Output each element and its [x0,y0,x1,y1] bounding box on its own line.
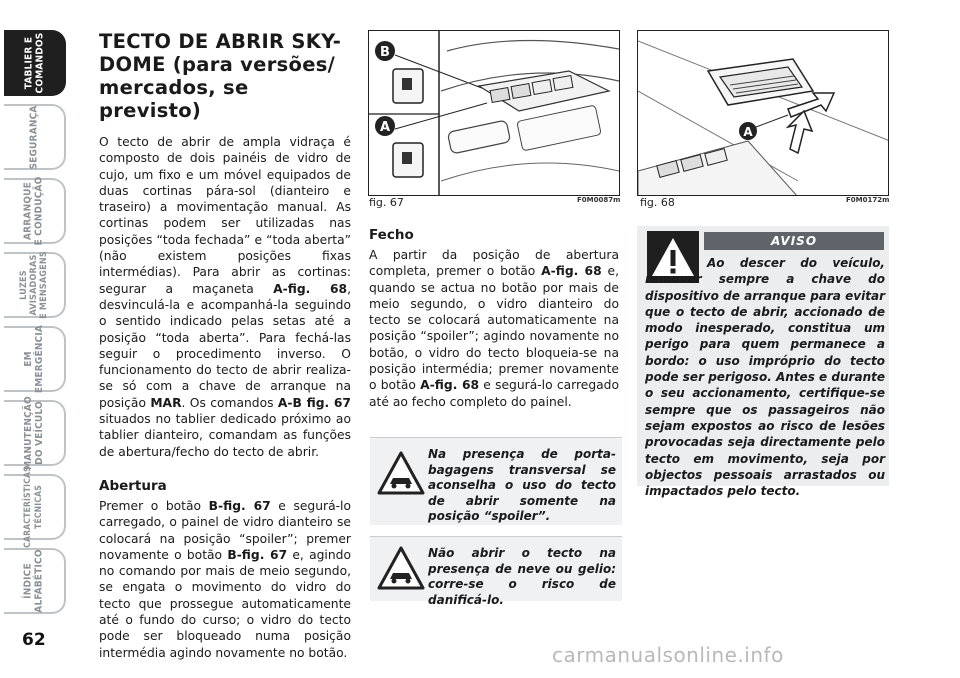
section-heading-abertura: Abertura [99,477,167,494]
note-snow-ice [370,536,622,607]
fig-reference: A-B fig. 67 [277,395,351,410]
tab-seguranca[interactable] [4,104,66,170]
fig-reference: A-fig. 68 [273,281,348,296]
warning-text: Ao descer do veículo, remover sempre a chave do dispositivo de arranque para evitar que o tecto de abrir, accionado de modo inesperado, constitua um perigo para quem permanece a bordo: o uso impróprio do tecto pode ser perigoso. Antes e durante o seu accionamento, certifique-se sempre que os passageiros não sejam expostos ao risco de lesões provocadas seja directamente pelo tecto em movimento, seja por objectos pessoais arrastados ou impactados pelo tecto. [645,256,885,499]
note-roof-rack [370,437,622,525]
warning-box [637,226,889,499]
tab-label: TABLIER E COMANDOS [23,32,45,94]
roof-console-illustration [369,31,620,196]
car-warning-icon [376,450,426,496]
figure-67-code: F0M0087m [577,196,621,204]
page-title: TECTO DE ABRIR SKY-DOME (para versões/ mercados, se previsto) [99,30,342,122]
key-position: MAR [150,395,182,410]
page-number: 62 [22,630,46,650]
fig-reference: A-fig. 68 [420,378,480,393]
main-column [99,30,351,661]
note-text: Na presença de porta-bagagens transversal se aconselha o uso do tecto de abrir somente na posição “spoiler”. [428,447,616,523]
figure-68-code: F0M0172m [846,196,890,204]
sunblind-handle-illustration [638,31,889,196]
tab-indice-alfabetico[interactable] [4,548,66,614]
note-text: Não abrir o tecto na presença de neve ou gelio: corre-se o risco de danificá-lo. [428,546,616,607]
intro-paragraph: O tecto de abrir de ampla vidraça é composto de dois painéis de vidro de cujo, um fixo e um móvel equipados de duas cortinas pára-sol (dianteiro e traseiro) a movimentação manual. As cortinas podem ser utilizadas nas posições “toda fechada” e “toda aberta” (não existem posições fixas intermédias). Para abrir as cortinas: segurar a maçaneta A-fig. 68, desvinculá-la e acompanhá-la seguindo o sentido indicado pelas setas até a posição “toda aberta”. Para fechá-las seguir o procedimento inverso. O funcionamento do tecto de abrir realiza-se só com a chave de arranque na posição MAR. Os comandos A-B fig. 67 situados no tablier dedicado próximo ao tablier dianteiro, comandam as funções de abertura/fecho do tecto de abrir. [99,135,351,459]
callout-a-label: A [743,125,753,139]
section-heading-fecho: Fecho [369,227,414,243]
tab-label: EM EMERGÊNCIA [23,324,45,394]
figure-68 [637,30,889,196]
callout-b-label: B [380,45,390,60]
tab-luzes-avisadoras[interactable] [4,252,66,318]
tab-label: ÍNDICE ALFABÉTICO [23,549,45,613]
tab-arranque-e-conducao[interactable] [4,178,66,244]
car-warning-icon [376,545,426,591]
warning-heading: AVISO [704,232,884,250]
fig-reference: B-fig. 67 [208,498,271,513]
tab-label: MANUTENÇÃO DO VEÍCULO [23,396,45,470]
figure-67 [368,30,620,196]
tab-caracteristicas-tecnicas[interactable] [4,466,66,548]
second-column [369,227,619,410]
tab-label: CARACTERÍSTICAS TÉCNICAS [23,466,45,548]
tab-label: SEGURANÇA [28,104,40,170]
tab-label: LUZES AVISADORAS E MENSAGENS [19,251,49,319]
tab-em-emergencia[interactable] [4,326,66,392]
figure-68-label: fig. 68 [640,196,675,209]
tab-tablier-e-comandos[interactable] [4,30,66,96]
tab-label: ARRANQUE E CONDUÇÃO [23,176,46,246]
fecho-paragraph: A partir da posição de abertura completa, premer o botão A-fig. 68 e, quando se actua no botão por mais de meio segundo, o vidro dianteiro do tecto se colocará automaticamente na posição “spoiler”; agindo novamente no botão, o vidro do tecto bloqueia-se na posição intermédia; premer novamente o botão A-fig. 68 e segurá-lo carregado até ao fecho completo do painel. [369,248,619,409]
watermark: carmanualsonline.info [552,643,784,667]
callout-a-label: A [379,120,391,135]
fig-reference: B-fig. 67 [227,547,288,562]
abertura-paragraph: Premer o botão B-fig. 67 e segurá-lo carregado, o painel de vidro dianteiro se colocará na posição “spoiler”; premer novamente o botão B-fig. 67 e, agindo no comando por mais de meio segundo, se engata o movimento do vidro do tecto que prossegue automaticamente até o fundo do curso; o vidro do tecto pode ser bloqueado numa posição intermédia agindo novamente no botão. [99,498,351,660]
figure-67-label: fig. 67 [369,196,404,209]
tab-manutencao[interactable] [4,396,66,470]
fig-reference: A-fig. 68 [541,264,602,279]
